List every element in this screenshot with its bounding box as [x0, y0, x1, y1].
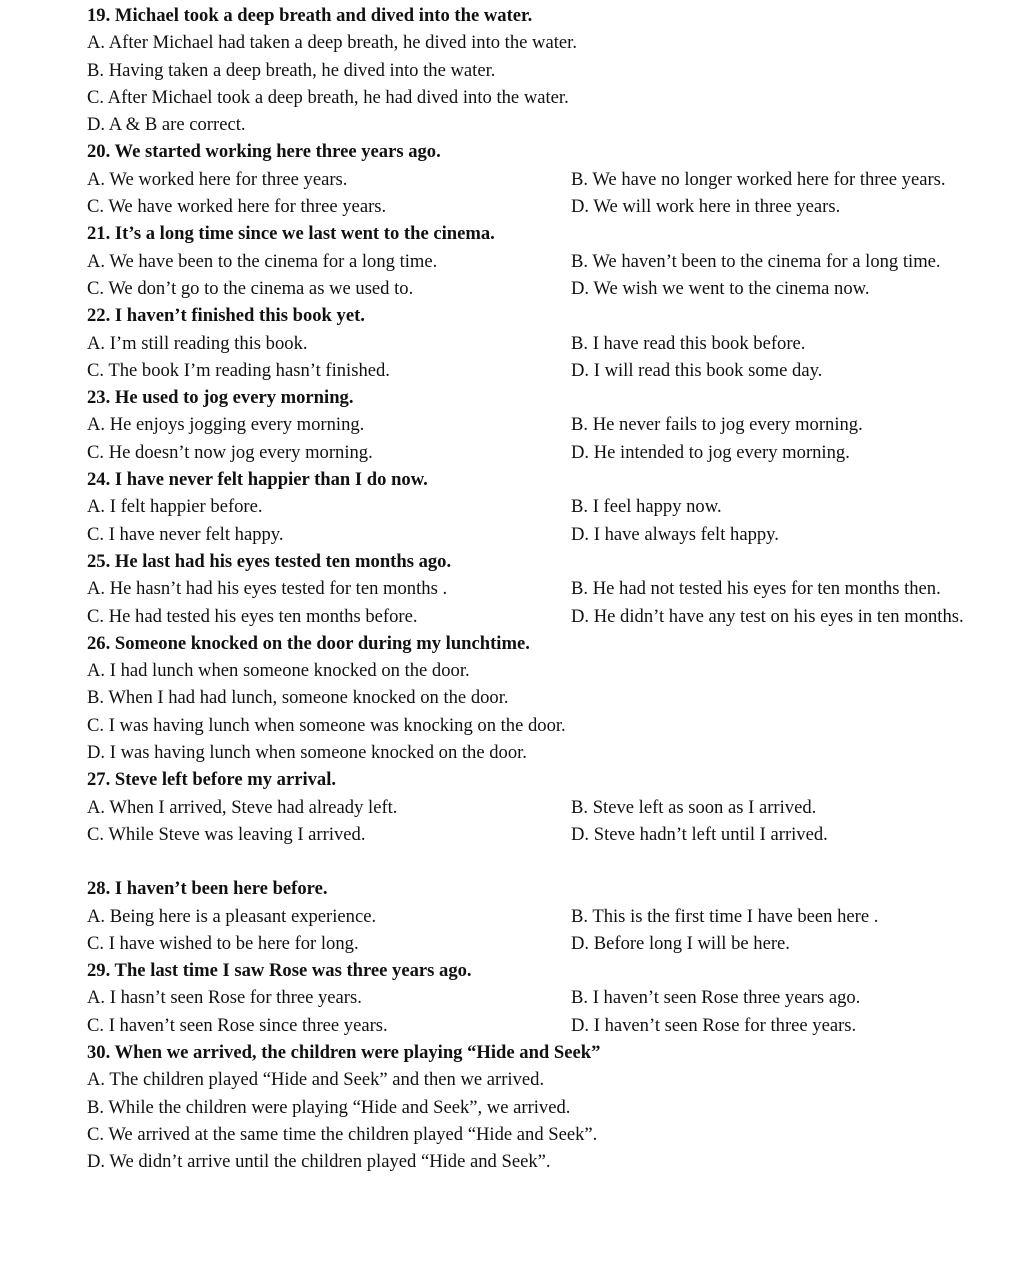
answer-option: D. We wish we went to the cinema now.	[571, 277, 870, 299]
blank-line	[87, 848, 1017, 875]
question-stem: 25. He last had his eyes tested ten months ago.	[87, 550, 452, 572]
question-stem: 26. Someone knocked on the door during my lunchtime.	[87, 632, 530, 654]
question-block	[87, 2, 1017, 138]
answer-option: B. Having taken a deep breath, he dived into the water.	[87, 59, 496, 81]
question-block	[87, 466, 1017, 548]
question-stem: 30. When we arrived, the children were playing “Hide and Seek”	[87, 1041, 601, 1063]
answer-option: C. He doesn’t now jog every morning.	[87, 441, 373, 463]
answer-option: A. I hasn’t seen Rose for three years.	[87, 987, 362, 1009]
answer-row	[87, 603, 1017, 630]
question-block	[87, 138, 1017, 220]
answer-option: C. We don’t go to the cinema as we used to.	[87, 277, 414, 299]
answer-row	[87, 821, 1017, 848]
answer-row	[87, 275, 1017, 302]
answer-option: C. I was having lunch when someone was knocking on the door.	[87, 714, 566, 736]
question-block	[87, 957, 1017, 1039]
answer-option: C. We arrived at the same time the children played “Hide and Seek”.	[87, 1123, 598, 1145]
answer-row	[87, 1012, 1017, 1039]
question-block	[87, 384, 1017, 466]
answer-row	[87, 439, 1017, 466]
answer-option: D. I will read this book some day.	[571, 359, 823, 381]
answer-option: A. We worked here for three years.	[87, 168, 348, 190]
answer-option: C. I haven’t seen Rose since three years.	[87, 1014, 388, 1036]
question-block	[87, 302, 1017, 384]
question-stem: 29. The last time I saw Rose was three years ago.	[87, 960, 472, 982]
answer-option: B. Steve left as soon as I arrived.	[571, 796, 817, 818]
answer-option: A. I had lunch when someone knocked on the door.	[87, 660, 470, 682]
answer-option: D. I was having lunch when someone knocked on the door.	[87, 742, 527, 764]
question-stem: 28. I haven’t been here before.	[87, 878, 328, 900]
answer-option: D. I have always felt happy.	[571, 523, 779, 545]
answer-option: B. We have no longer worked here for three years.	[571, 168, 946, 190]
answer-option: B. This is the first time I have been here .	[571, 905, 879, 927]
answer-option: B. I have read this book before.	[571, 332, 806, 354]
answer-option: A. I felt happier before.	[87, 496, 263, 518]
answer-option: A. The children played “Hide and Seek” and then we arrived.	[87, 1069, 545, 1091]
question-block	[87, 875, 1017, 957]
answer-row	[87, 193, 1017, 220]
answer-option: D. Before long I will be here.	[571, 932, 790, 954]
answer-option: B. We haven’t been to the cinema for a long time.	[571, 250, 941, 272]
answer-row	[87, 357, 1017, 384]
answer-row	[87, 330, 1017, 357]
answer-option: B. I haven’t seen Rose three years ago.	[571, 987, 861, 1009]
answer-option: D. He didn’t have any test on his eyes in ten months.	[571, 605, 964, 627]
answer-option: C. I have wished to be here for long.	[87, 932, 359, 954]
answer-option: C. We have worked here for three years.	[87, 196, 387, 218]
answer-option: B. I feel happy now.	[571, 496, 722, 518]
answer-option: C. After Michael took a deep breath, he had dived into the water.	[87, 86, 569, 108]
answer-option: A. He enjoys jogging every morning.	[87, 414, 365, 436]
exercise-sheet	[87, 2, 1017, 1175]
question-stem: 21. It’s a long time since we last went to the cinema.	[87, 223, 495, 245]
answer-option: A. He hasn’t had his eyes tested for ten months .	[87, 578, 448, 600]
answer-option: A. I’m still reading this book.	[87, 332, 308, 354]
answer-row	[87, 521, 1017, 548]
answer-option: A. Being here is a pleasant experience.	[87, 905, 377, 927]
answer-option: D. Steve hadn’t left until I arrived.	[571, 823, 828, 845]
answer-row	[87, 930, 1017, 957]
answer-option: D. A & B are correct.	[87, 114, 246, 136]
answer-row	[87, 984, 1017, 1011]
answer-option: C. He had tested his eyes ten months before.	[87, 605, 418, 627]
question-stem: 23. He used to jog every morning.	[87, 387, 354, 409]
answer-row	[87, 166, 1017, 193]
question-block	[87, 766, 1017, 848]
answer-option: B. He had not tested his eyes for ten months then.	[571, 578, 941, 600]
answer-option: B. While the children were playing “Hide and Seek”, we arrived.	[87, 1096, 571, 1118]
answer-option: D. I haven’t seen Rose for three years.	[571, 1014, 857, 1036]
answer-option: C. While Steve was leaving I arrived.	[87, 823, 366, 845]
answer-row	[87, 575, 1017, 602]
answer-option: C. The book I’m reading hasn’t finished.	[87, 359, 390, 381]
answer-option: D. We will work here in three years.	[571, 196, 841, 218]
question-block	[87, 1039, 1017, 1175]
question-stem: 27. Steve left before my arrival.	[87, 769, 337, 791]
answer-row	[87, 493, 1017, 520]
answer-option: A. After Michael had taken a deep breath, he dived into the water.	[87, 32, 577, 54]
answer-option: D. We didn’t arrive until the children played “Hide and Seek”.	[87, 1151, 551, 1173]
answer-option: C. I have never felt happy.	[87, 523, 284, 545]
question-stem: 20. We started working here three years ago.	[87, 141, 441, 163]
answer-row	[87, 248, 1017, 275]
answer-option: A. We have been to the cinema for a long time.	[87, 250, 438, 272]
answer-option: B. When I had had lunch, someone knocked on the door.	[87, 687, 509, 709]
question-block	[87, 220, 1017, 302]
question-stem: 22. I haven’t finished this book yet.	[87, 305, 365, 327]
question-stem: 19. Michael took a deep breath and dived into the water.	[87, 5, 533, 26]
answer-row	[87, 794, 1017, 821]
answer-row	[87, 411, 1017, 438]
answer-option: A. When I arrived, Steve had already left.	[87, 796, 398, 818]
question-block	[87, 630, 1017, 766]
answer-row	[87, 903, 1017, 930]
question-block	[87, 548, 1017, 630]
question-stem: 24. I have never felt happier than I do now.	[87, 469, 428, 491]
answer-option: B. He never fails to jog every morning.	[571, 414, 863, 436]
answer-option: D. He intended to jog every morning.	[571, 441, 850, 463]
